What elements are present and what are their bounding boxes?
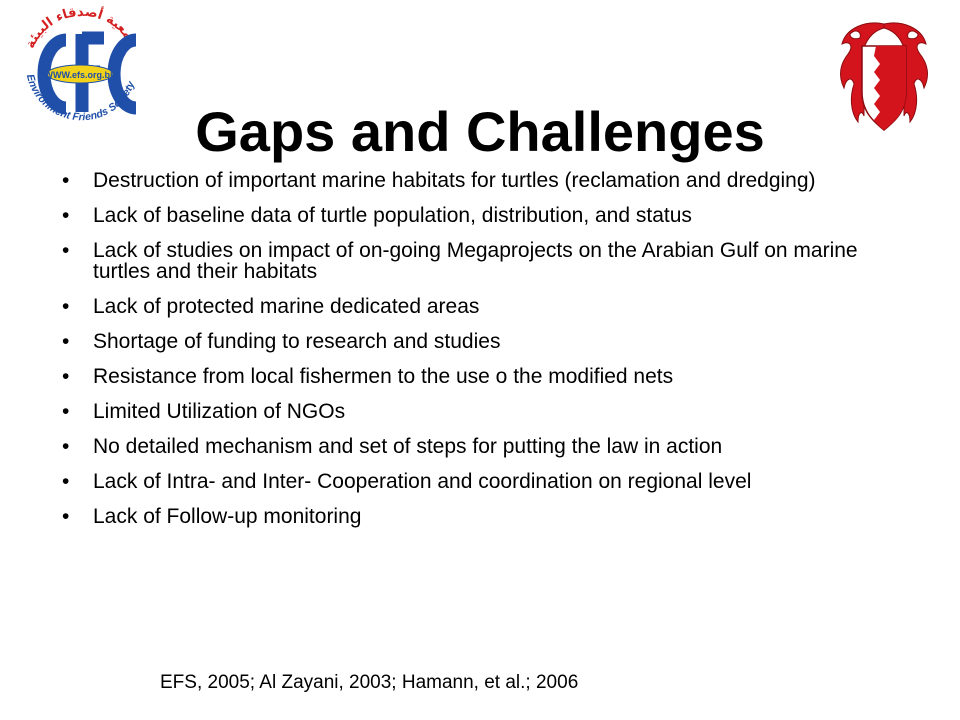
bullet-item <box>62 366 912 387</box>
bullet-text: Lack of Follow-up monitoring <box>93 505 362 528</box>
slide-title: Gaps and Challenges <box>195 99 765 163</box>
bullet-dot: • <box>62 330 70 353</box>
bullet-text: Limited Utilization of NGOs <box>93 400 346 423</box>
bullet-text: Destruction of important marine habitats for turtles (reclamation and dredging) <box>93 169 816 192</box>
bullet-text: Lack of studies on impact of on-going Megaprojects on the Arabian Gulf on marine turtles and their habitats <box>93 239 858 283</box>
bullet-item <box>62 506 912 527</box>
bullet-dot: • <box>62 169 70 192</box>
bullet-text: Lack of protected marine dedicated areas <box>93 295 480 318</box>
citation: EFS, 2005; Al Zayani, 2003; Hamann, et al.; 2006 <box>160 672 579 693</box>
bullet-dot: • <box>62 365 70 388</box>
bullet-text: Lack of baseline data of turtle population, distribution, and status <box>93 204 692 227</box>
efs-society-logo-icon <box>8 4 154 136</box>
bullet-dot: • <box>62 295 70 318</box>
bullet-item <box>62 240 912 282</box>
bullet-dot: • <box>62 239 70 262</box>
bullet-item <box>62 170 912 191</box>
bullet-item <box>62 401 912 422</box>
bullet-text: Lack of Intra- and Inter- Cooperation and coordination on regional level <box>93 470 752 493</box>
bullet-item <box>62 436 912 457</box>
efs-arabic-text: جمعية أصدقاء البيئة <box>22 4 142 51</box>
bahrain-coat-of-arms-icon <box>836 18 932 136</box>
bullet-text: Resistance from local fishermen to the use o the modified nets <box>93 365 674 388</box>
efs-english-text: Environment Friends Society <box>23 72 138 124</box>
bullet-text: Shortage of funding to research and studies <box>93 330 501 353</box>
bullet-item <box>62 205 912 226</box>
bullet-dot: • <box>62 204 70 227</box>
bullet-item <box>62 331 912 352</box>
bullet-item <box>62 296 912 317</box>
bullet-dot: • <box>62 400 70 423</box>
bullet-item <box>62 471 912 492</box>
bullet-dot: • <box>62 470 70 493</box>
bullet-text: No detailed mechanism and set of steps for putting the law in action <box>93 435 723 458</box>
efs-url-text: WWW.efs.org.bh <box>44 70 116 80</box>
bullet-dot: • <box>62 505 70 528</box>
bullet-dot: • <box>62 435 70 458</box>
bullet-list <box>62 170 912 541</box>
